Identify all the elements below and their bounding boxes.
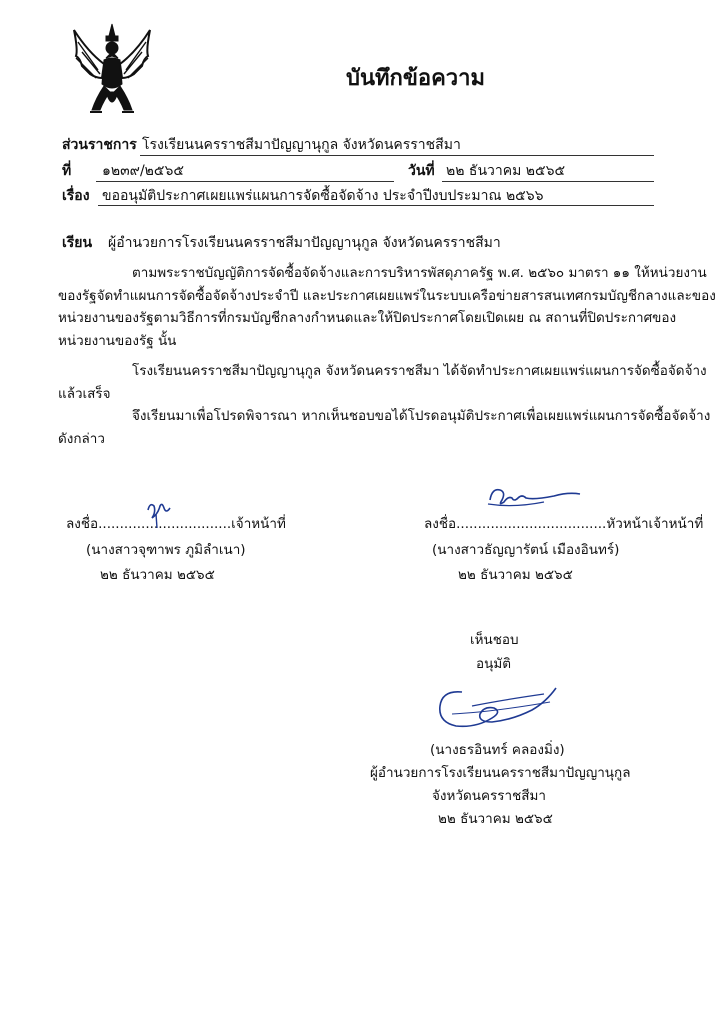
subject-label: เรื่อง <box>62 188 90 204</box>
paragraph-line: หน่วยงานของรัฐตามวิธีการที่กรมบัญชีกลางกำหนดและให้ปิดประกาศโดยเปิดเผย ณ สถานที่ปิดประกาศของ <box>58 310 677 326</box>
approver-name: (นางธรอินทร์ คลองมิ่ง) <box>430 742 565 758</box>
signer-right-date: ๒๒ ธันวาคม ๒๕๖๕ <box>458 567 573 583</box>
signature-right-icon <box>484 482 584 514</box>
memo-title: บันทึกข้อความ <box>346 66 486 91</box>
subject-value: ขออนุมัติประกาศเผยแพร่แผนการจัดซื้อจัดจ้าง ประจำปีงบประมาณ ๒๕๖๖ <box>102 188 544 204</box>
sign-prefix: ลงชื่อ <box>66 516 99 532</box>
paragraph-1 <box>58 262 716 352</box>
signer-left-date: ๒๒ ธันวาคม ๒๕๖๕ <box>100 567 215 583</box>
signer-role: หัวหน้าเจ้าหน้าที่ <box>606 516 704 532</box>
memo-date: ๒๒ ธันวาคม ๒๕๖๕ <box>446 163 566 179</box>
approver-date: ๒๒ ธันวาคม ๒๕๖๕ <box>438 811 553 827</box>
sign-prefix: ลงชื่อ <box>424 516 457 532</box>
approver-position-1: ผู้อำนวยการโรงเรียนนครราชสีมาปัญญานุกูล <box>370 765 631 781</box>
approval-agree: เห็นชอบ <box>470 632 519 648</box>
signature-left-icon <box>144 496 174 530</box>
signer-right-line <box>424 512 703 534</box>
dept-value: โรงเรียนนครราชสีมาปัญญานุกูล จังหวัดนครราชสีมา <box>142 137 461 153</box>
signer-left-line <box>66 512 286 534</box>
signer-role: เจ้าหน้าที่ <box>231 516 286 532</box>
to-value: ผู้อำนวยการโรงเรียนนครราชสีมาปัญญานุกูล จังหวัดนครราชสีมา <box>108 235 501 251</box>
garuda-emblem-icon <box>66 22 158 120</box>
signature-director-icon <box>432 682 562 740</box>
paragraph-line: โรงเรียนนครราชสีมาปัญญานุกูล จังหวัดนครราชสีมา ได้จัดทำประกาศเผยแพร่แผนการจัดซื้อจัดจ้าง <box>132 363 707 379</box>
signer-right-name: (นางสาวธัญญารัตน์ เมืองอินทร์) <box>432 542 620 558</box>
dept-underline <box>140 155 654 156</box>
paragraph-line: แล้วเสร็จ <box>58 385 111 402</box>
ref-underline <box>96 181 394 182</box>
date-label: วันที่ <box>408 163 435 179</box>
sign-dots: ................................... <box>456 516 607 532</box>
paragraph-line: ตามพระราชบัญญัติการจัดซื้อจัดจ้างและการบริหารพัสดุภาครัฐ พ.ศ. ๒๕๖๐ มาตรา ๑๑ ให้หน่วยงาน <box>132 265 707 281</box>
paragraph-line: จึงเรียนมาเพื่อโปรดพิจารณา หากเห็นชอบขอได้โปรดอนุมัติประกาศเพื่อเผยแพร่แผนการจัดซื้อจัดจ้าง <box>132 408 711 424</box>
paragraph-3 <box>58 405 711 450</box>
paragraph-line: หน่วยงานของรัฐ นั้น <box>58 332 177 349</box>
sign-dots: ............................... <box>98 516 232 532</box>
ref-number: ๑๒๓๙/๒๕๖๕ <box>102 163 184 179</box>
date-underline <box>442 181 654 182</box>
paragraph-line: ของรัฐจัดทำแผนการจัดซื้อจัดจ้างประจำปี และประกาศเผยแพร่ในระบบเครือข่ายสารสนเทศกรมบัญชีกลางและของ <box>58 287 716 304</box>
paragraph-line: ดังกล่าว <box>58 430 105 447</box>
dept-label: ส่วนราชการ <box>62 137 137 153</box>
to-label: เรียน <box>62 235 93 251</box>
ref-label: ที่ <box>62 163 72 179</box>
signer-left-name: (นางสาวจุฑาพร ภูมิลำเนา) <box>86 542 246 558</box>
approver-position-2: จังหวัดนครราชสีมา <box>432 788 546 804</box>
subject-underline <box>98 205 654 206</box>
approval-approve: อนุมัติ <box>476 656 512 672</box>
paragraph-2 <box>58 360 707 405</box>
